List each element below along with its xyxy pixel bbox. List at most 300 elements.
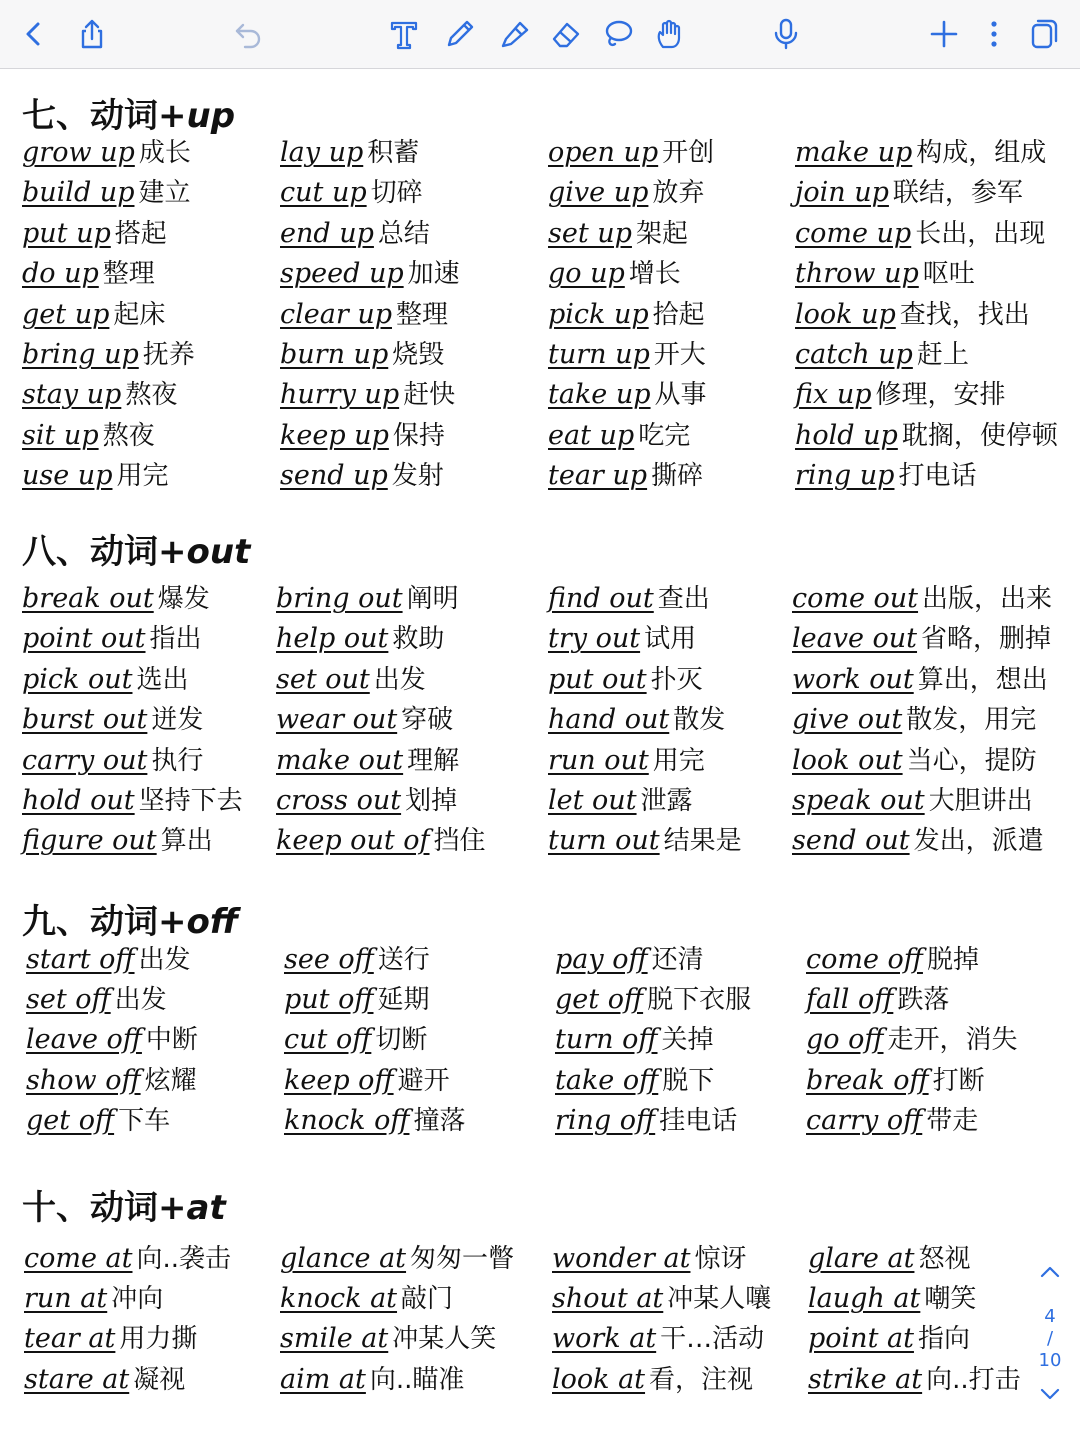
phrase-entry (284, 943, 430, 979)
phrase-english: open up (548, 137, 659, 168)
phrase-chinese: 指向 (917, 1324, 970, 1354)
phrase-entry (26, 1104, 170, 1140)
more-icon[interactable] (974, 14, 1014, 54)
phrase-entry (548, 419, 690, 455)
phrase-chinese: 扑灭 (650, 665, 703, 695)
phrase-entry (24, 1282, 163, 1318)
phrase-english: hold out (22, 785, 135, 816)
phrase-chinese: 看，注视 (649, 1365, 754, 1395)
phrase-english: speed up (280, 258, 404, 289)
phrase-english: stay up (22, 379, 122, 410)
phrase-chinese: 匆匆一瞥 (410, 1244, 515, 1274)
hand-icon[interactable] (650, 14, 690, 54)
phrase-entry (280, 298, 448, 334)
phrase-english: point out (22, 623, 146, 654)
add-icon[interactable] (924, 14, 964, 54)
phrase-english: throw up (795, 258, 919, 289)
phrase-entry (795, 257, 975, 293)
phrase-chinese: 冲向 (111, 1284, 164, 1314)
phrase-english: cut off (284, 1024, 372, 1055)
phrase-entry (280, 1282, 453, 1318)
phrase-chinese: 切断 (375, 1025, 428, 1055)
phrase-english: keep out of (276, 825, 430, 856)
section-title (22, 1180, 226, 1229)
phrase-entry (280, 419, 445, 455)
phrase-chinese: 总结 (377, 219, 430, 249)
phrase-english: wonder at (552, 1243, 691, 1274)
phrase-english: sit up (22, 420, 99, 451)
phrase-english: laugh at (808, 1283, 921, 1314)
phrase-entry (548, 338, 706, 374)
phrase-entry (24, 1322, 197, 1358)
phrase-english: bring up (22, 339, 139, 370)
phrase-english: put out (548, 664, 647, 695)
phrase-entry (276, 703, 453, 739)
pages-icon[interactable] (1024, 14, 1064, 54)
phrase-chinese: 当心，提防 (906, 746, 1037, 776)
phrase-chinese: 长出，出现 (915, 219, 1046, 249)
phrase-chinese: 加速 (407, 259, 460, 289)
phrase-english: figure out (22, 825, 157, 856)
phrase-chinese: 烧毁 (392, 340, 445, 370)
phrase-entry (548, 217, 688, 253)
phrase-entry (280, 338, 444, 374)
phrase-entry (276, 824, 486, 860)
phrase-entry (792, 784, 1033, 820)
phrase-chinese: 搭起 (114, 219, 167, 249)
phrase-chinese: 干…活动 (660, 1324, 765, 1354)
phrase-english: send up (280, 460, 388, 491)
microphone-icon[interactable] (766, 14, 806, 54)
phrase-english: do up (22, 258, 99, 289)
phrase-chinese: 脱掉 (926, 945, 979, 975)
phrase-chinese: 救助 (392, 624, 445, 654)
phrase-entry (808, 1363, 1021, 1399)
phrase-chinese: 脱下衣服 (647, 985, 752, 1015)
phrase-chinese: 切碎 (370, 178, 423, 208)
section-title (22, 894, 238, 943)
phrase-entry (280, 459, 444, 495)
phrase-english: ring off (555, 1105, 656, 1136)
phrase-chinese: 关掉 (661, 1025, 714, 1055)
phrase-english: cut up (280, 177, 367, 208)
phrase-entry (284, 1104, 465, 1140)
phrase-chinese: 送行 (377, 945, 430, 975)
phrase-english: help out (276, 623, 389, 654)
toolbar (0, 0, 1080, 69)
section-title-prefix: 十、动词+ (22, 1188, 187, 1228)
phrase-english: turn up (548, 339, 650, 370)
phrase-english: come out (792, 583, 919, 614)
phrase-english: fall off (806, 984, 894, 1015)
phrase-entry (276, 582, 459, 618)
phrase-english: turn out (548, 825, 660, 856)
phrase-chinese: 保持 (392, 421, 445, 451)
phrase-chinese: 增长 (628, 259, 681, 289)
phrase-entry (26, 1064, 197, 1100)
phrase-chinese: 拾起 (652, 300, 705, 330)
phrase-entry (548, 663, 703, 699)
phrase-english: pick up (548, 299, 649, 330)
phrase-chinese: 迸发 (151, 705, 204, 735)
phrase-english: end up (280, 218, 374, 249)
phrase-chinese: 出发 (114, 985, 167, 1015)
current-page-number: 4 (1044, 1306, 1056, 1327)
phrase-entry (22, 136, 191, 172)
phrase-entry (792, 824, 1044, 860)
total-page-number: 10 (1038, 1350, 1062, 1371)
phrase-entry (808, 1282, 976, 1318)
phrase-english: break off (806, 1065, 929, 1096)
phrase-english: tear at (24, 1323, 116, 1354)
phrase-english: ring up (795, 460, 895, 491)
phrase-english: speak out (792, 785, 925, 816)
phrase-english: set off (26, 984, 111, 1015)
phrase-english: keep off (284, 1065, 394, 1096)
phrase-entry (280, 217, 430, 253)
phrase-chinese: 赶快 (403, 380, 456, 410)
phrase-english: point at (808, 1323, 914, 1354)
phrase-entry (555, 983, 751, 1019)
phrase-entry (284, 1023, 427, 1059)
phrase-chinese: 走开，消失 (887, 1025, 1018, 1055)
phrase-entry (276, 744, 459, 780)
phrase-chinese: 赶上 (916, 340, 969, 370)
phrase-entry (795, 298, 1030, 334)
phrase-entry (22, 622, 202, 658)
phrase-chinese: 联结，参军 (892, 178, 1023, 208)
phrase-english: clear up (280, 299, 392, 330)
phrase-english: see off (284, 944, 374, 975)
phrase-english: burst out (22, 704, 148, 735)
section-title-keyword: out (186, 532, 251, 572)
text-tool-icon[interactable] (384, 14, 424, 54)
phrase-entry (795, 217, 1045, 253)
phrase-chinese: 跌落 (897, 985, 950, 1015)
phrase-chinese: 惊讶 (694, 1244, 747, 1274)
phrase-entry (22, 744, 203, 780)
phrase-entry (806, 1064, 985, 1100)
phrase-english: put up (22, 218, 111, 249)
phrase-english: find out (548, 583, 654, 614)
phrase-entry (548, 176, 704, 212)
phrase-chinese: 出版，出来 (922, 584, 1053, 614)
phrase-english: leave out (792, 623, 918, 654)
phrase-chinese: 挡住 (433, 826, 486, 856)
phrase-chinese: 向..袭击 (136, 1244, 232, 1274)
share-icon[interactable] (72, 14, 112, 54)
phrase-chinese: 爆发 (157, 584, 210, 614)
phrase-chinese: 打断 (932, 1066, 985, 1096)
phrase-entry (22, 784, 243, 820)
phrase-entry (276, 784, 457, 820)
phrase-entry (280, 257, 460, 293)
phrase-entry (808, 1322, 970, 1358)
lasso-icon[interactable] (598, 14, 638, 54)
phrase-chinese: 修理，安排 (875, 380, 1006, 410)
page-navigator (1030, 1258, 1070, 1418)
phrase-english: look at (552, 1364, 646, 1395)
phrase-chinese: 怒视 (918, 1244, 971, 1274)
phrase-chinese: 熬夜 (102, 421, 155, 451)
phrase-chinese: 起床 (113, 300, 166, 330)
phrase-entry (26, 983, 167, 1019)
phrase-english: give up (548, 177, 649, 208)
phrase-chinese: 阐明 (406, 584, 459, 614)
phrase-entry (548, 824, 742, 860)
phrase-entry (795, 378, 1006, 414)
phrase-chinese: 避开 (397, 1066, 450, 1096)
phrase-entry (280, 378, 455, 414)
phrase-entry (792, 663, 1048, 699)
section-title-prefix: 八、动词+ (22, 532, 187, 572)
phrase-chinese: 架起 (635, 219, 688, 249)
phrase-english: look out (792, 745, 903, 776)
phrase-entry (806, 983, 949, 1019)
phrase-entry (555, 1023, 714, 1059)
section-title-keyword: up (186, 96, 236, 136)
section-title-prefix: 九、动词+ (22, 902, 187, 942)
phrase-chinese: 冲某人嚷 (667, 1284, 772, 1314)
phrase-english: get off (26, 1105, 115, 1136)
back-icon[interactable] (14, 14, 54, 54)
phrase-english: set up (548, 218, 632, 249)
phrase-english: hand out (548, 704, 670, 735)
phrase-entry (792, 703, 1036, 739)
undo-icon[interactable] (228, 14, 268, 54)
phrase-entry (280, 176, 423, 212)
phrase-entry (22, 459, 169, 495)
phrase-english: aim at (280, 1364, 366, 1395)
phrase-chinese: 放弃 (652, 178, 705, 208)
phrase-entry (552, 1322, 764, 1358)
phrase-english: knock off (284, 1105, 410, 1136)
section-title (22, 524, 250, 573)
phrase-chinese: 凝视 (133, 1365, 186, 1395)
phrase-english: pick out (22, 664, 133, 695)
phrase-chinese: 散发 (673, 705, 726, 735)
phrase-entry (280, 1322, 496, 1358)
phrase-english: hurry up (280, 379, 400, 410)
phrase-english: look up (795, 299, 896, 330)
phrase-chinese: 查找，找出 (899, 300, 1030, 330)
phrase-entry (26, 1023, 198, 1059)
phrase-chinese: 指出 (149, 624, 202, 654)
phrase-english: let out (548, 785, 637, 816)
phrase-english: get off (555, 984, 644, 1015)
phrase-entry (795, 459, 977, 495)
phrase-chinese: 散发，用完 (906, 705, 1037, 735)
phrase-entry (280, 136, 419, 172)
phrase-english: eat up (548, 420, 635, 451)
phrase-entry (792, 622, 1051, 658)
phrase-english: wear out (276, 704, 398, 735)
phrase-english: run at (24, 1283, 108, 1314)
phrase-chinese: 向..打击 (926, 1365, 1021, 1395)
phrase-entry (24, 1363, 185, 1399)
phrase-chinese: 省略，删掉 (921, 624, 1052, 654)
phrase-english: pay off (555, 944, 648, 975)
phrase-english: fix up (795, 379, 872, 410)
page-separator: / (1046, 1328, 1054, 1349)
phrase-entry (276, 622, 444, 658)
phrase-english: strike at (808, 1364, 923, 1395)
phrase-entry (24, 1242, 231, 1278)
phrase-entry (808, 1242, 970, 1278)
phrase-english: come at (24, 1243, 133, 1274)
phrase-entry (548, 703, 725, 739)
phrase-entry (280, 1242, 514, 1278)
phrase-english: get up (22, 299, 110, 330)
phrase-chinese: 出发 (373, 665, 426, 695)
phrase-english: work out (792, 664, 914, 695)
phrase-english: grow up (22, 137, 135, 168)
phrase-chinese: 试用 (644, 624, 697, 654)
phrase-entry (22, 419, 155, 455)
phrase-english: join up (795, 177, 889, 208)
phrase-english: send out (792, 825, 910, 856)
phrase-english: try out (548, 623, 641, 654)
phrase-entry (22, 298, 165, 334)
phrase-entry (806, 1104, 978, 1140)
phrase-chinese: 吃完 (638, 421, 691, 451)
phrase-english: put off (284, 984, 374, 1015)
phrase-entry (792, 582, 1052, 618)
section-title-keyword: at (186, 1188, 226, 1228)
phrase-chinese: 炫耀 (144, 1066, 197, 1096)
phrase-english: take up (548, 379, 651, 410)
phrase-english: burn up (280, 339, 389, 370)
phrase-chinese: 出发 (138, 945, 191, 975)
phrase-entry (22, 257, 155, 293)
phrase-chinese: 泄露 (640, 786, 693, 816)
phrase-entry (806, 1023, 1018, 1059)
phrase-chinese: 穿破 (401, 705, 454, 735)
phrase-entry (552, 1363, 753, 1399)
phrase-entry (22, 217, 167, 253)
phrase-entry (806, 943, 979, 979)
phrase-chinese: 整理 (102, 259, 155, 289)
phrase-english: go off (806, 1024, 884, 1055)
phrase-chinese: 嘲笑 (924, 1284, 977, 1314)
phrase-chinese: 抚养 (142, 340, 195, 370)
phrase-entry (548, 378, 707, 414)
phrase-english: work at (552, 1323, 657, 1354)
phrase-chinese: 结果是 (663, 826, 742, 856)
phrase-chinese: 算出 (160, 826, 213, 856)
phrase-chinese: 执行 (151, 746, 204, 776)
phrase-english: show off (26, 1065, 141, 1096)
phrase-chinese: 开大 (653, 340, 706, 370)
phrase-english: take off (555, 1065, 659, 1096)
phrase-chinese: 积蓄 (367, 138, 420, 168)
phrase-entry (548, 136, 714, 172)
phrase-entry (548, 622, 696, 658)
phrase-entry (548, 744, 705, 780)
phrase-english: leave off (26, 1024, 142, 1055)
phrase-chinese: 下车 (118, 1106, 171, 1136)
phrase-english: make out (276, 745, 404, 776)
phrase-entry (795, 136, 1046, 172)
phrase-english: come off (806, 944, 923, 975)
phrase-chinese: 理解 (407, 746, 460, 776)
phrase-chinese: 建立 (138, 178, 191, 208)
phrase-entry (276, 663, 426, 699)
phrase-entry (22, 703, 203, 739)
phrase-english: use up (22, 460, 113, 491)
page-up-icon[interactable] (1036, 1262, 1064, 1282)
phrase-entry (284, 983, 430, 1019)
phrase-chinese: 发射 (391, 461, 444, 491)
phrase-entry (548, 298, 705, 334)
phrase-entry (548, 257, 681, 293)
phrase-entry (548, 784, 693, 820)
phrase-entry (284, 1064, 450, 1100)
phrase-entry (22, 582, 210, 618)
phrase-entry (795, 338, 969, 374)
pen-icon[interactable] (440, 14, 480, 54)
section-title-prefix: 七、动词+ (22, 96, 187, 136)
phrase-chinese: 发出，派遣 (913, 826, 1044, 856)
phrase-chinese: 撕碎 (651, 461, 704, 491)
phrase-chinese: 呕吐 (922, 259, 975, 289)
phrase-english: glare at (808, 1243, 915, 1274)
eraser-icon[interactable] (546, 14, 586, 54)
phrase-entry (548, 582, 710, 618)
phrase-english: smile at (280, 1323, 389, 1354)
phrase-entry (26, 943, 191, 979)
phrase-chinese: 成长 (138, 138, 191, 168)
phrase-english: glance at (280, 1243, 407, 1274)
phrase-chinese: 挂电话 (659, 1106, 738, 1136)
phrase-chinese: 划掉 (405, 786, 458, 816)
phrase-chinese: 冲某人笑 (392, 1324, 497, 1354)
phrase-chinese: 脱下 (662, 1066, 715, 1096)
phrase-english: turn off (555, 1024, 658, 1055)
phrase-entry (795, 176, 1023, 212)
phrase-entry (552, 1282, 771, 1318)
highlighter-icon[interactable] (494, 14, 534, 54)
phrase-english: carry off (806, 1105, 923, 1136)
phrase-english: carry out (22, 745, 148, 776)
phrase-english: build up (22, 177, 135, 208)
phrase-chinese: 选出 (136, 665, 189, 695)
phrase-chinese: 打电话 (898, 461, 977, 491)
phrase-entry (22, 338, 195, 374)
phrase-entry (555, 1064, 714, 1100)
phrase-english: start off (26, 944, 135, 975)
phrase-chinese: 熬夜 (125, 380, 178, 410)
phrase-chinese: 敲门 (401, 1284, 454, 1314)
phrase-english: run out (548, 745, 649, 776)
phrase-chinese: 从事 (654, 380, 707, 410)
phrase-entry (552, 1242, 746, 1278)
phrase-english: shout at (552, 1283, 664, 1314)
phrase-english: cross out (276, 785, 402, 816)
phrase-chinese: 用完 (652, 746, 705, 776)
phrase-chinese: 带走 (926, 1106, 979, 1136)
section-title-keyword: off (186, 902, 239, 942)
section-title (22, 88, 235, 137)
phrase-english: knock at (280, 1283, 398, 1314)
phrase-chinese: 中断 (145, 1025, 198, 1055)
phrase-chinese: 耽搁，使停顿 (901, 421, 1058, 451)
phrase-chinese: 向..瞄准 (369, 1365, 465, 1395)
phrase-chinese: 用力撕 (119, 1324, 198, 1354)
phrase-english: hold up (795, 420, 898, 451)
phrase-english: give out (792, 704, 903, 735)
page-down-icon[interactable] (1036, 1384, 1064, 1404)
